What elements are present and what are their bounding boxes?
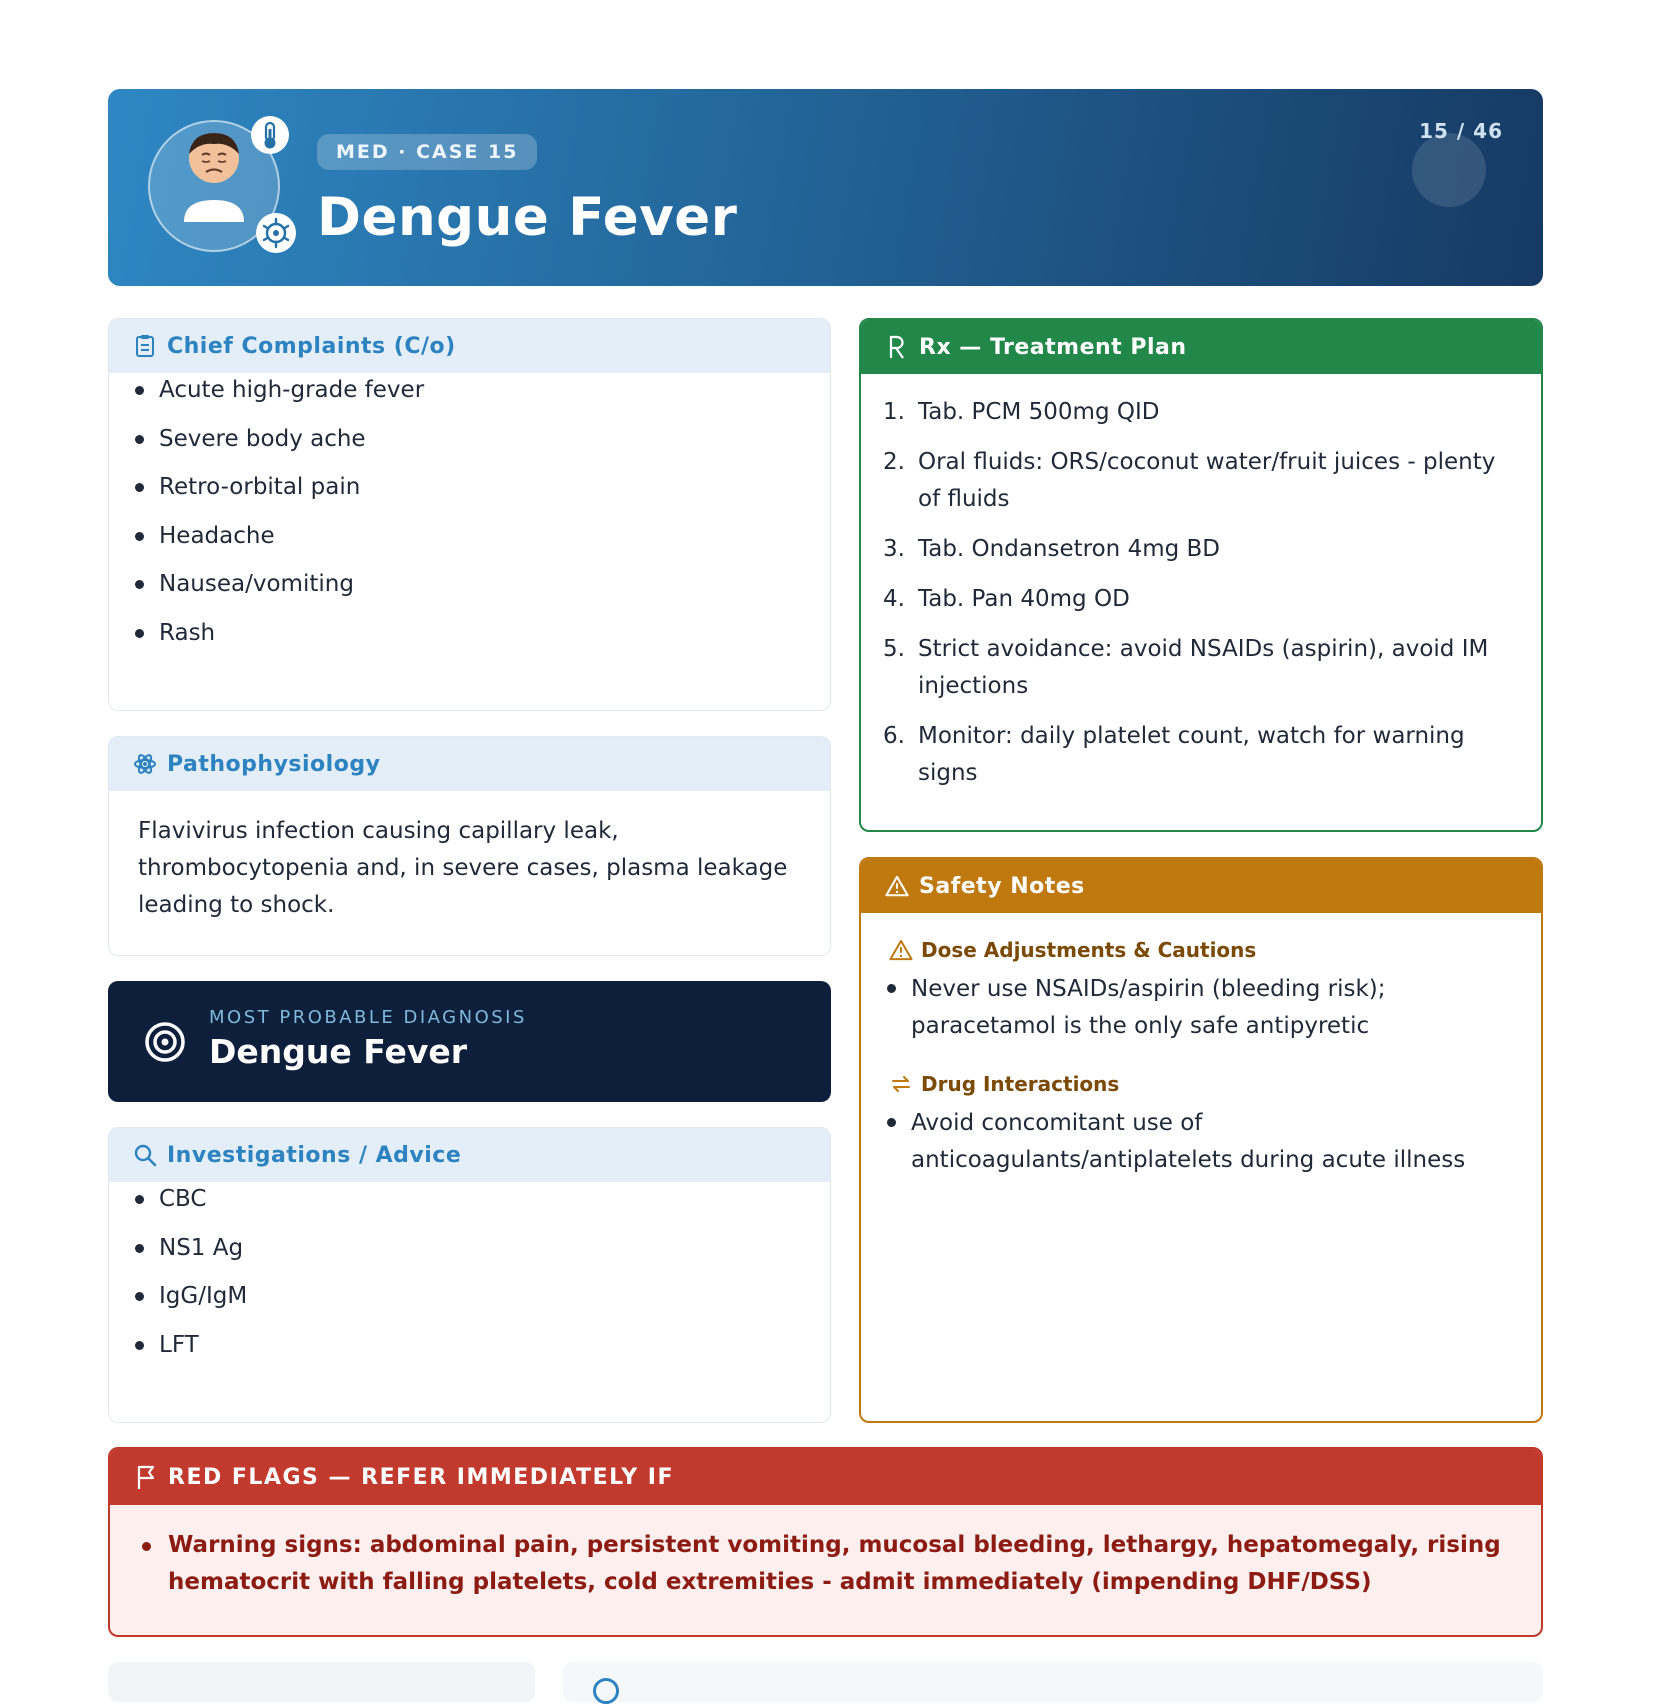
item-text: Tab. Ondansetron 4mg BD: [918, 536, 1221, 562]
pathophysiology-title: Pathophysiology: [167, 751, 381, 777]
list-item: Avoid concomitant use of anticoagulants/antiplatelets during acute illness: [861, 1105, 1511, 1179]
dose-cautions-heading: [861, 935, 1511, 965]
safety-notes-header: [861, 859, 1541, 913]
item-number: 6.: [883, 723, 905, 749]
treatment-plan-card: [859, 318, 1543, 832]
chief-complaints-header: [109, 319, 830, 373]
treatment-plan-title: Rx — Treatment Plan: [919, 334, 1187, 360]
pathophysiology-header: [109, 737, 830, 791]
list-item: CBC: [109, 1182, 830, 1231]
atom-icon: [133, 752, 157, 776]
diagnosis-banner: [108, 981, 831, 1102]
warning-icon: [889, 938, 913, 962]
list-item: [861, 631, 1511, 705]
list-item: Never use NSAIDs/aspirin (bleeding risk); paracetamol is the only safe antipyretic: [861, 971, 1511, 1045]
decorative-circle: [1412, 133, 1486, 207]
virus-icon: [256, 213, 296, 253]
pathophysiology-card: [108, 736, 831, 956]
investigations-card: [108, 1127, 831, 1423]
rx-icon: [885, 335, 909, 359]
item-number: 5.: [883, 636, 905, 662]
dose-cautions-title: Dose Adjustments & Cautions: [921, 938, 1257, 962]
target-icon: [144, 1021, 186, 1067]
safety-notes-card: [859, 857, 1543, 1423]
flag-icon: [134, 1465, 158, 1489]
chief-complaints-list: [109, 373, 830, 664]
list-item: [861, 531, 1511, 568]
red-flags-title: RED FLAGS — REFER IMMEDIATELY IF: [168, 1464, 675, 1490]
list-item: Retro-orbital pain: [109, 470, 830, 519]
investigations-header: [109, 1128, 830, 1182]
drug-interactions-heading: [861, 1069, 1511, 1099]
drug-interactions-title: Drug Interactions: [921, 1072, 1120, 1096]
page-title: Dengue Fever: [317, 187, 738, 248]
safety-notes-title: Safety Notes: [919, 873, 1085, 899]
item-number: 2.: [883, 449, 905, 475]
clipboard-icon: [133, 334, 157, 358]
list-item: [861, 444, 1511, 518]
case-tag: MED · CASE 15: [317, 134, 537, 170]
diagnosis-name: Dengue Fever: [209, 1032, 468, 1071]
item-text: Oral fluids: ORS/coconut water/fruit juices - plenty of fluids: [918, 449, 1496, 512]
case-header: [108, 89, 1543, 286]
red-flags-header: [110, 1449, 1541, 1505]
next-card-right: [563, 1662, 1543, 1702]
investigations-title: Investigations / Advice: [167, 1142, 462, 1168]
chief-complaints-title: Chief Complaints (C/o): [167, 333, 456, 359]
diagnosis-label: MOST PROBABLE DIAGNOSIS: [209, 1007, 527, 1028]
list-item: IgG/IgM: [109, 1279, 830, 1328]
list-item: [861, 394, 1511, 431]
item-text: Strict avoidance: avoid NSAIDs (aspirin), avoid IM injections: [918, 636, 1489, 699]
item-number: 4.: [883, 586, 905, 612]
pathophysiology-text: Flavivirus infection causing capillary leak, thrombocytopenia and, in severe cases, plasma leakage leading to shock.: [138, 818, 788, 918]
list-item: Severe body ache: [109, 422, 830, 471]
safety-notes-body: [861, 913, 1541, 1179]
treatment-list: [861, 374, 1541, 792]
list-item: Nausea/vomiting: [109, 567, 830, 616]
red-flags-list: [110, 1527, 1511, 1601]
warning-icon: [885, 874, 909, 898]
red-flags-body: [110, 1505, 1541, 1601]
search-icon: [133, 1143, 157, 1167]
list-item: Headache: [109, 519, 830, 568]
next-card-left: [108, 1662, 535, 1702]
item-text: Tab. Pan 40mg OD: [918, 586, 1130, 612]
list-item: Warning signs: abdominal pain, persistent vomiting, mucosal bleeding, lethargy, hepatomegaly, rising hematocrit with falling platelets, cold extremities - admit immediately (impending DHF/DSS): [110, 1527, 1511, 1601]
list-item: [861, 581, 1511, 618]
page-counter: 15 / 46: [1419, 119, 1503, 143]
dose-cautions-list: [861, 971, 1511, 1045]
list-item: [861, 718, 1511, 792]
item-text: Monitor: daily platelet count, watch for warning signs: [918, 723, 1465, 786]
swap-arrows-icon: [889, 1072, 913, 1096]
treatment-plan-header: [861, 320, 1541, 374]
list-item: NS1 Ag: [109, 1231, 830, 1280]
list-item: LFT: [109, 1328, 830, 1377]
card-icon: [593, 1678, 619, 1704]
chief-complaints-card: [108, 318, 831, 711]
list-item: Rash: [109, 616, 830, 665]
list-item: Acute high-grade fever: [109, 373, 830, 422]
thermometer-icon: [251, 116, 289, 154]
drug-interactions-list: [861, 1105, 1511, 1179]
item-number: 3.: [883, 536, 905, 562]
item-number: 1.: [883, 399, 905, 425]
item-text: Tab. PCM 500mg QID: [918, 399, 1160, 425]
investigations-list: [109, 1182, 830, 1376]
red-flags-card: [108, 1447, 1543, 1637]
